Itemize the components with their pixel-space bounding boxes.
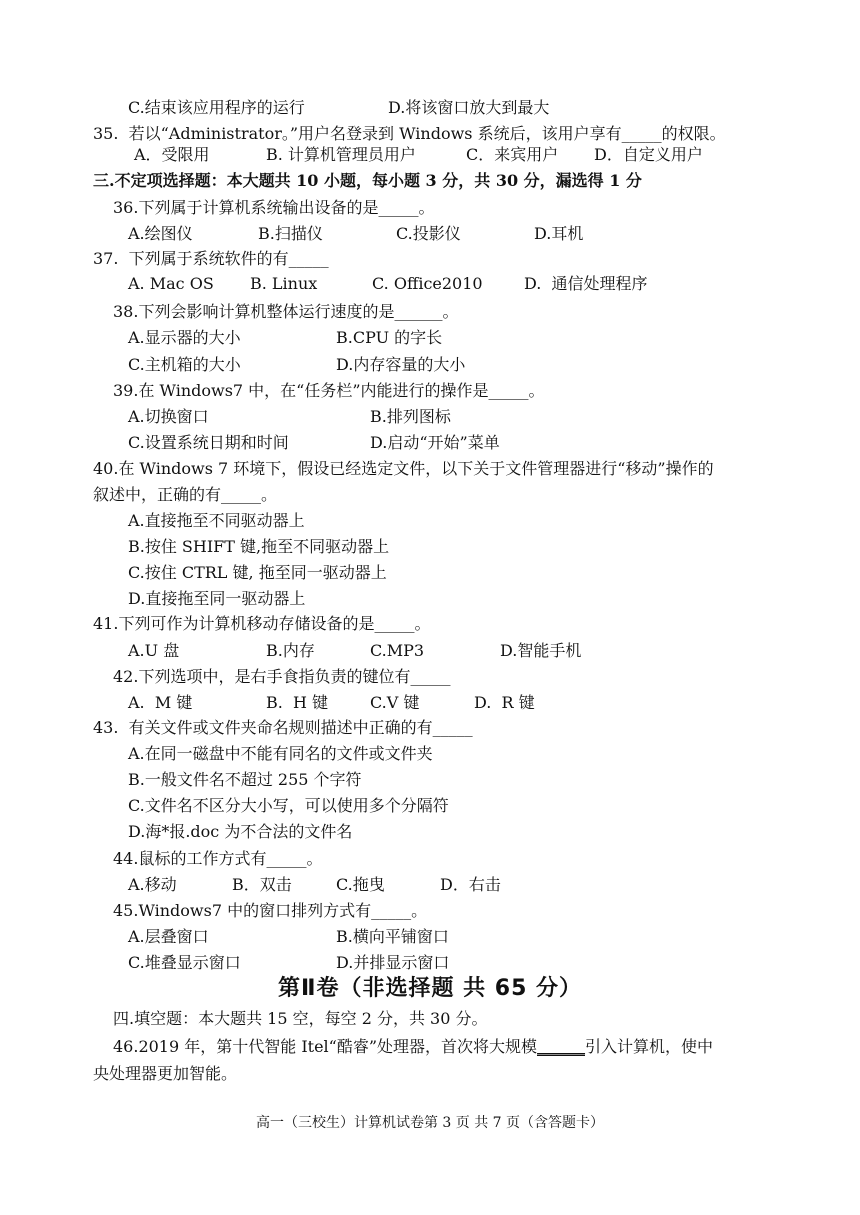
q36-option-d: D.耳机 — [534, 224, 584, 243]
q36-option-c: C.投影仪 — [396, 224, 461, 243]
q40-option-c: C.按住 CTRL 键, 拖至同一驱动器上 — [128, 563, 387, 582]
q34-option-d: D.将该窗口放大到最大 — [388, 98, 550, 117]
q40-stem-line1: 40.在 Windows 7 环境下，假设已经选定文件，以下关于文件管理器进行“移动”操作的 — [93, 459, 714, 478]
q38-option-a: A.显示器的大小 — [128, 328, 241, 347]
q44-option-b: B．双击 — [232, 875, 292, 894]
q44-option-a: A.移动 — [128, 875, 177, 894]
q38-stem: 38.下列会影响计算机整体运行速度的是______。 — [113, 302, 459, 321]
q45-stem: 45.Windows7 中的窗口排列方式有_____。 — [113, 901, 428, 920]
q45-option-d: D.并排显示窗口 — [336, 953, 450, 972]
q37-option-b: B. Linux — [250, 274, 318, 293]
q39-option-d: D.启动“开始”菜单 — [370, 433, 500, 452]
q36-stem: 36.下列属于计算机系统输出设备的是_____。 — [113, 198, 435, 217]
q35-option-d: D．自定义用户 — [594, 145, 703, 164]
q46-answer-blank[interactable]: ______ — [537, 1037, 586, 1056]
q40-option-d: D.直接拖至同一驱动器上 — [128, 589, 306, 608]
q46-stem-part-b: 引入计算机，使中 — [585, 1037, 714, 1056]
section-4-heading: 四.填空题：本大题共 15 空，每空 2 分，共 30 分。 — [113, 1009, 488, 1028]
page-footer: 高一（三校生）计算机试卷第 3 页 共 7 页（含答题卡） — [255, 1115, 605, 1131]
q41-option-c: C.MP3 — [370, 641, 425, 660]
q38-option-b: B.CPU 的字长 — [336, 328, 443, 347]
q40-stem-line2: 叙述中，正确的有_____。 — [93, 485, 278, 504]
q45-option-a: A.层叠窗口 — [128, 927, 209, 946]
q41-stem: 41.下列可作为计算机移动存储设备的是_____。 — [93, 614, 431, 633]
q35-stem: 35. 若以“Administrator。”用户名登录到 Windows 系统后，该用户享有_____的权限。 — [93, 124, 726, 143]
q34-option-c: C.结束该应用程序的运行 — [128, 98, 305, 117]
q45-option-c: C.堆叠显示窗口 — [128, 953, 241, 972]
q37-option-c: C. Office2010 — [372, 274, 483, 293]
q35-option-a: A．受限用 — [134, 145, 210, 164]
q46-stem-part-a: 46.2019 年，第十代智能 Itel“酷睿”处理器，首次将大规模 — [113, 1037, 538, 1056]
q35-option-c: C．来宾用户 — [466, 145, 559, 164]
q38-option-d: D.内存容量的大小 — [336, 355, 466, 374]
q36-option-b: B.扫描仪 — [258, 224, 323, 243]
q39-stem: 39.在 Windows7 中，在“任务栏”内能进行的操作是_____。 — [113, 381, 545, 400]
part-2-title: 第Ⅱ卷（非选择题 共 65 分） — [277, 976, 583, 1001]
q39-option-a: A.切换窗口 — [128, 407, 209, 426]
q38-option-c: C.主机箱的大小 — [128, 355, 241, 374]
q36-option-a: A.绘图仪 — [128, 224, 193, 243]
q43-option-b: B.一般文件名不超过 255 个字符 — [128, 770, 362, 789]
q43-option-a: A.在同一磁盘中不能有同名的文件或文件夹 — [128, 744, 433, 763]
q43-option-c: C.文件名不区分大小写，可以使用多个分隔符 — [128, 796, 449, 815]
q46-stem-line2: 央处理器更加智能。 — [93, 1064, 238, 1083]
q42-option-a: A. M 键 — [128, 693, 193, 712]
q41-option-d: D.智能手机 — [500, 641, 582, 660]
q43-option-d: D.海*报.doc 为不合法的文件名 — [128, 822, 353, 841]
q46-stem-line1 — [113, 1036, 713, 1058]
q42-option-c: C.V 键 — [370, 693, 420, 712]
q41-option-b: B.内存 — [266, 641, 315, 660]
section-3-heading: 三.不定项选择题：本大题共 10 小题，每小题 3 分，共 30 分，漏选得 1 分 — [93, 171, 642, 190]
q37-option-a: A. Mac OS — [128, 274, 214, 293]
q41-option-a: A.U 盘 — [128, 641, 180, 660]
q42-option-d: D. R 键 — [474, 693, 535, 712]
q37-option-d: D. 通信处理程序 — [524, 274, 648, 293]
q39-option-b: B.排列图标 — [370, 407, 451, 426]
q39-option-c: C.设置系统日期和时间 — [128, 433, 289, 452]
q42-stem: 42.下列选项中，是右手食指负责的键位有_____ — [113, 667, 451, 686]
q44-stem: 44.鼠标的工作方式有_____。 — [113, 849, 323, 868]
q35-option-b: B. 计算机管理员用户 — [266, 145, 416, 164]
q43-stem: 43. 有关文件或文件夹命名规则描述中正确的有_____ — [93, 718, 473, 737]
q40-option-b: B.按住 SHIFT 键,拖至不同驱动器上 — [128, 537, 390, 556]
q40-option-a: A.直接拖至不同驱动器上 — [128, 511, 305, 530]
q45-option-b: B.横向平铺窗口 — [336, 927, 449, 946]
q42-option-b: B. H 键 — [266, 693, 329, 712]
q37-stem: 37. 下列属于系统软件的有_____ — [93, 249, 329, 268]
q44-option-d: D．右击 — [440, 875, 501, 894]
q44-option-c: C.拖曳 — [336, 875, 385, 894]
